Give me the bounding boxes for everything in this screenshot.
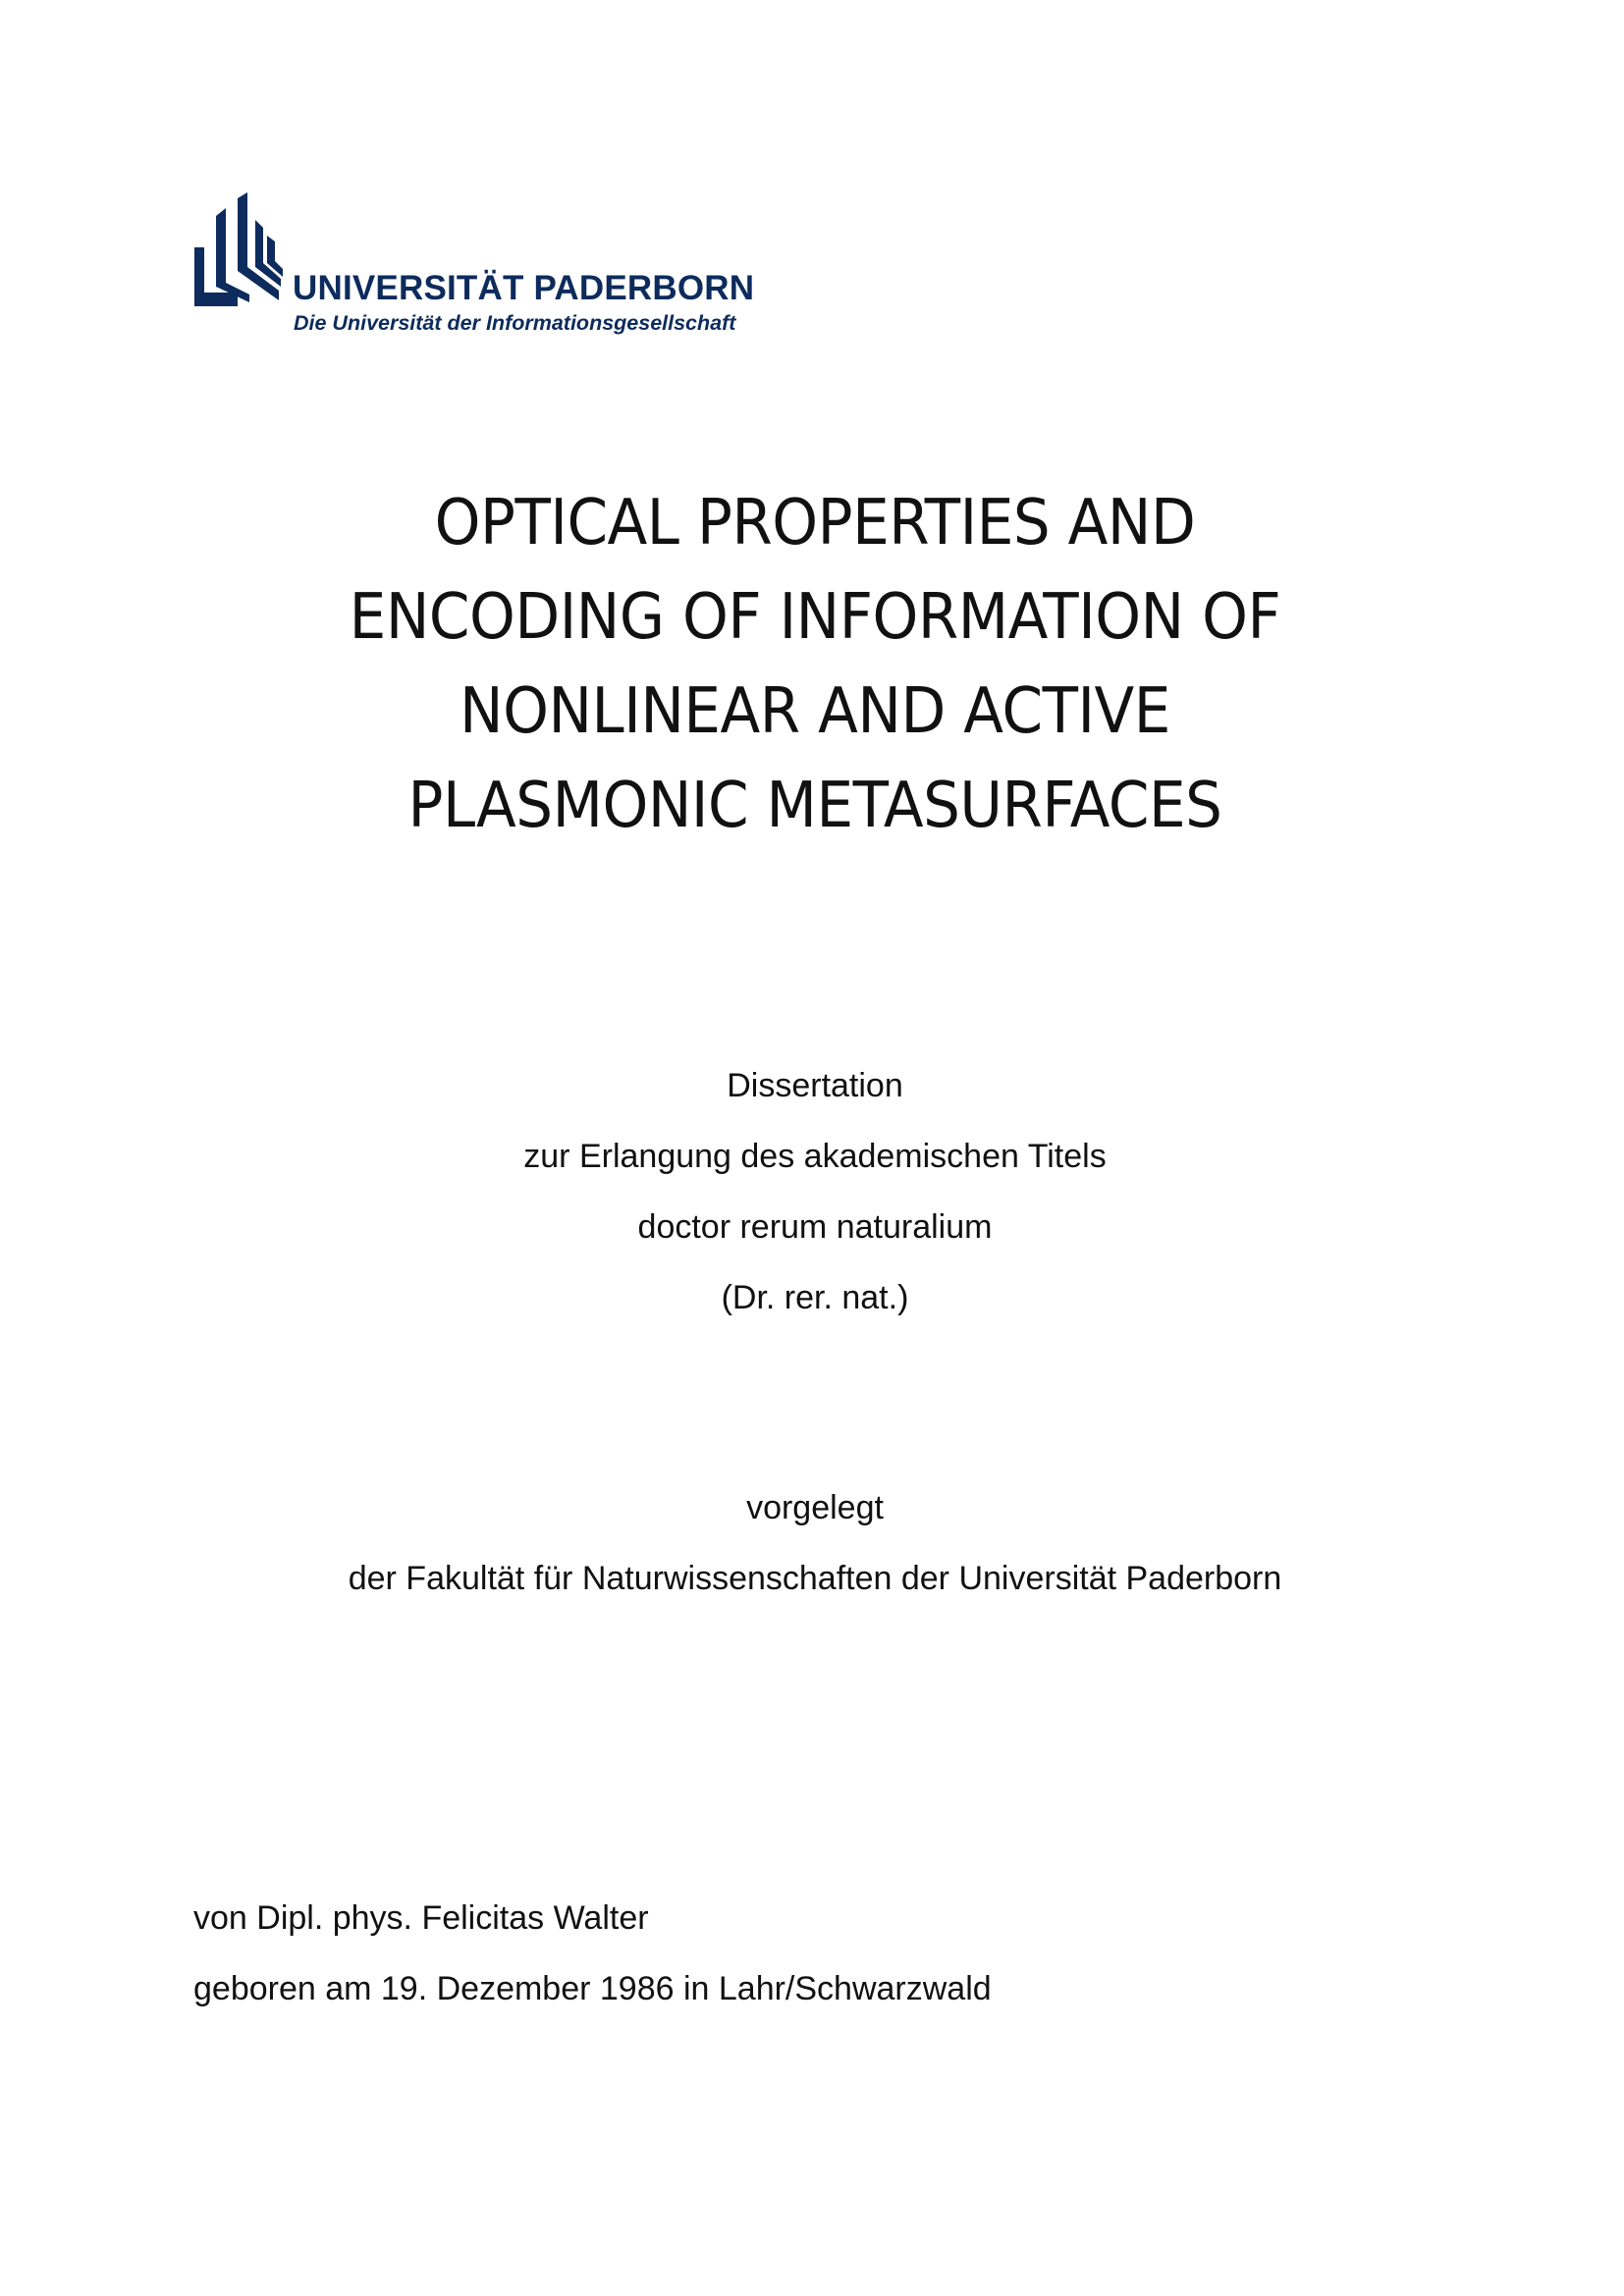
submission-line: vorgelegt [746, 1489, 884, 1526]
degree-statement [196, 1050, 1434, 1333]
author-birth: geboren am 19. Dezember 1986 in Lahr/Schwarzwald [193, 1970, 992, 2007]
university-name: UNIVERSITÄT PADERBORN [293, 269, 755, 307]
degree-line: doctor rerum naturalium [637, 1208, 993, 1246]
title-line: OPTICAL PROPERTIES AND [434, 487, 1196, 560]
thesis-title [222, 476, 1409, 853]
author-info [193, 1883, 992, 2024]
author-name: von Dipl. phys. Felicitas Walter [193, 1899, 649, 1937]
university-logo [194, 192, 755, 340]
university-emblem-icon [194, 192, 283, 306]
submission-line: der Fakultät für Naturwissenschaften der Universität Paderborn [348, 1560, 1282, 1597]
title-line: PLASMONIC METASURFACES [407, 770, 1222, 842]
degree-line: (Dr. rer. nat.) [721, 1279, 909, 1316]
university-tagline: Die Universität der Informationsgesellschaft [294, 311, 736, 335]
title-line: ENCODING OF INFORMATION OF [349, 581, 1281, 654]
submission-statement [196, 1472, 1434, 1614]
degree-line: Dissertation [727, 1067, 903, 1104]
title-line: NONLINEAR AND ACTIVE [460, 675, 1170, 748]
degree-line: zur Erlangung des akademischen Titels [523, 1138, 1107, 1175]
